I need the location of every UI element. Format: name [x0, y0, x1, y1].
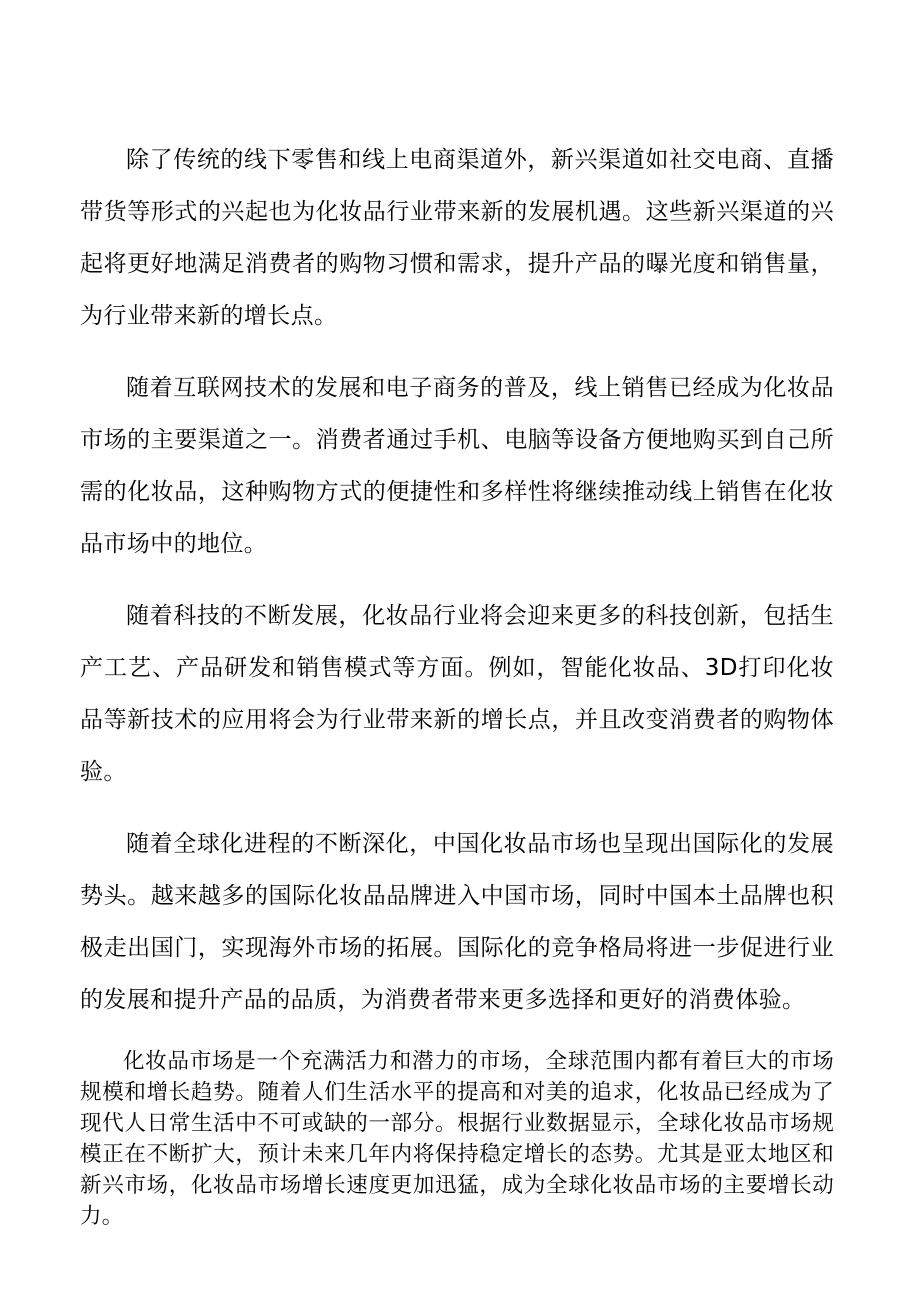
- paragraph-online-sales: 随着互联网技术的发展和电子商务的普及，线上销售已经成为化妆品市场的主要渠道之一。消费者通过手机、电脑等设备方便地购买到自己所需的化妆品，这种购物方式的便捷性和多样性将继续推动线上销售在化妆品市场中的地位。: [80, 375, 834, 557]
- paragraph-gap: [80, 570, 834, 590]
- paragraph-tech-innovation: 随着科技的不断发展，化妆品行业将会迎来更多的科技创新，包括生产工艺、产品研发和销售模式等方面。例如，智能化妆品、3D打印化妆品等新技术的应用将会为行业带来新的增长点，并且改变消费者的购物体验。: [80, 603, 834, 785]
- paragraph-gap: [80, 1026, 834, 1046]
- paragraph-globalization: 随着全球化进程的不断深化，中国化妆品市场也呈现出国际化的发展势头。越来越多的国际化妆品品牌进入中国市场，同时中国本土品牌也积极走出国门，实现海外市场的拓展。国际化的竞争格局将进一步促进行业的发展和提升产品的品质，为消费者带来更多选择和更好的消费体验。: [80, 831, 834, 1013]
- paragraph-market-overview: 化妆品市场是一个充满活力和潜力的市场，全球范围内都有着巨大的市场规模和增长趋势。随着人们生活水平的提高和对美的追求，化妆品已经成为了现代人日常生活中不可或缺的一部分。根据行业数据显示，全球化妆品市场规模正在不断扩大，预计未来几年内将保持稳定增长的态势。尤其是亚太地区和新兴市场，化妆品市场增长速度更加迅猛，成为全球化妆品市场的主要增长动力。: [80, 1049, 834, 1229]
- document-page: [80, 134, 834, 1232]
- paragraph-gap: [80, 342, 834, 362]
- paragraph-gap: [80, 798, 834, 818]
- paragraph-emerging-channels: 除了传统的线下零售和线上电商渠道外，新兴渠道如社交电商、直播带货等形式的兴起也为化妆品行业带来新的发展机遇。这些新兴渠道的兴起将更好地满足消费者的购物习惯和需求，提升产品的曝光度和销售量，为行业带来新的增长点。: [80, 147, 834, 329]
